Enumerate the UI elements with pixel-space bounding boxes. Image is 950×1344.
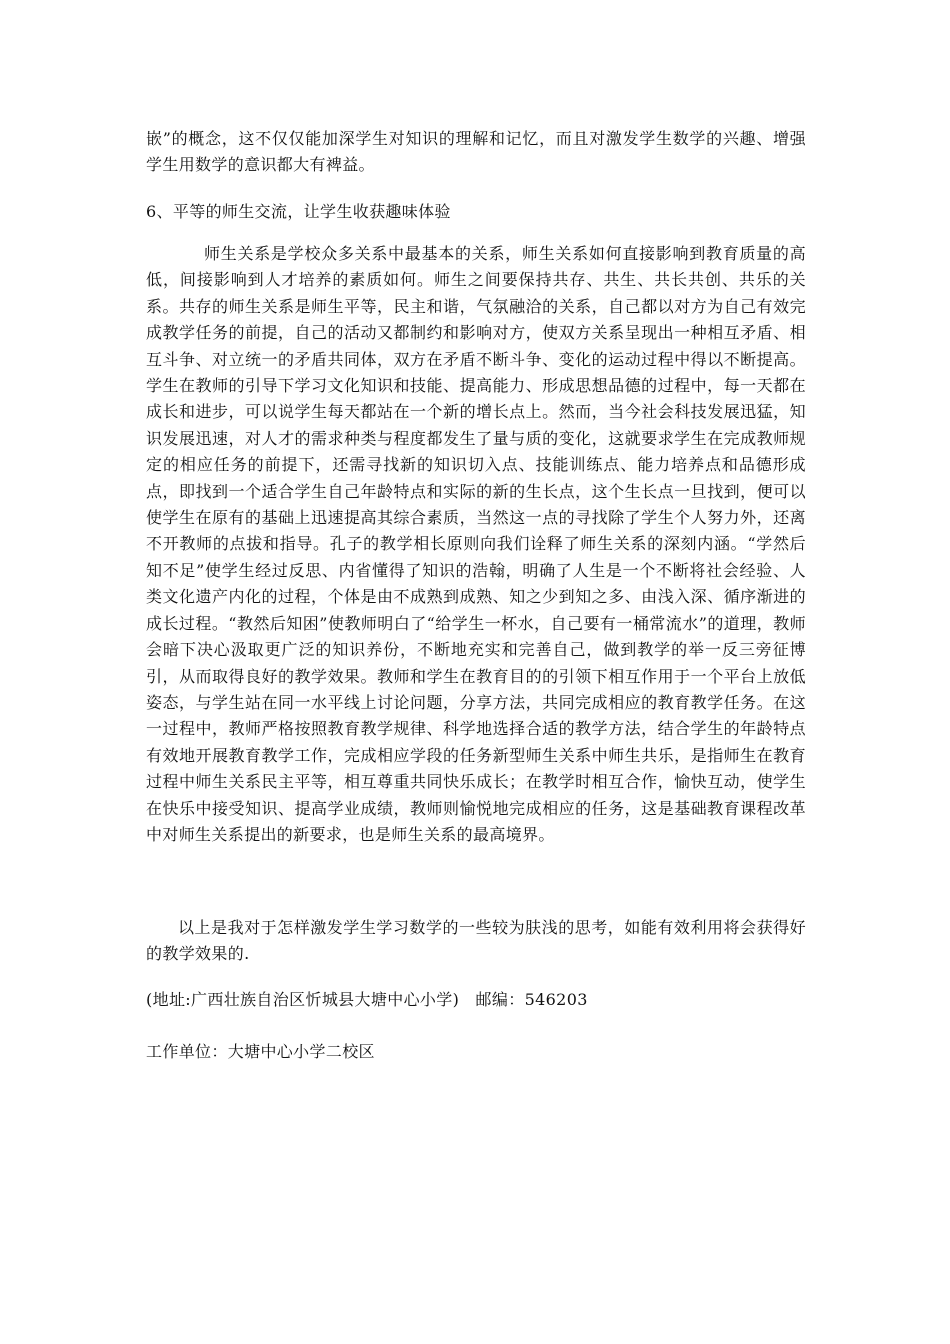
conclusion-paragraph: 以上是我对于怎样激发学生学习数学的一些较为肤浅的思考，如能有效利用将会获得好的教学效果的. — [146, 918, 806, 964]
body-paragraph: 师生关系是学校众多关系中最基本的关系，师生关系如何直接影响到教育质量的高低，间接影响到人才培养的素质如何。师生之间要保持共存、共生、共长共创、共乐的关系。共存的师生关系是师生平等，民主和谐，气氛融洽的关系，自己都以对方为自己有效完成教学任务的前提，自己的活动又都制约和影响对方，使双方关系呈现出一种相互矛盾、相互斗争、对立统一的矛盾共同体，双方在矛盾不断斗争、变化的运动过程中得以不断提高。学生在教师的引导下学习文化知识和技能、提高能力、形成思想品德的过程中，每一天都在成长和进步，可以说学生每天都站在一个新的增长点上。然而，当今社会科技发展迅猛，知识发展迅速，对人才的需求种类与程度都发生了量与质的变化，这就要求学生在完成教师规定的相应任务的前提下，还需寻找新的知识切入点、技能训练点、能力培养点和品德形成点，即找到一个适合学生自己年龄特点和实际的新的生长点，这个生长点一旦找到，便可以使学生在原有的基础上迅速提高其综合素质，当然这一点的寻找除了学生个人努力外，还离不开教师的点拔和指导。孔子的教学相长原则向我们诠释了师生关系的深刻内涵。“学然后知不足”使学生经过反思、内省懂得了知识的浩翰，明确了人生是一个不断将社会经验、人类文化遗产内化的过程，个体是由不成熟到成熟、知之少到知之多、由浅入深、循序渐进的成长过程。“教然后知困”使教师明白了“给学生一杯水，自己要有一桶常流水”的道理，教师会暗下决心汲取更广泛的知识养份，不断地充实和完善自己，做到教学的举一反三旁征博引，从而取得良好的教学效果。教师和学生在教育目的的引领下相互作用于一个平台上放低姿态，与学生站在同一水平线上讨论问题，分享方法，共同完成相应的教育教学任务。在这一过程中，教师严格按照教育教学规律、科学地选择合适的教学方法，结合学生的年龄特点有效地开展教育教学工作，完成相应学段的任务新型师生关系中师生共乐，是指师生在教育过程中师生关系民主平等，相互尊重共同快乐成长；在教学时相互合作，愉快互动，使学生在快乐中接受知识、提高学业成绩，教师则愉悦地完成相应的任务，这是基础教育课程改革中对师生关系提出的新要求，也是师生关系的最高境界。 — [146, 244, 806, 844]
intro-paragraph: 嵌”的概念，这不仅仅能加深学生对知识的理解和记忆，而且对激发学生数学的兴趣、增强学生用数学的意识都大有裨益。 — [146, 129, 806, 175]
work-unit-line: 工作单位：大塘中心小学二校区 — [146, 1042, 375, 1061]
address-line: (地址:广西壮族自治区忻城县大塘中心小学) 邮编：546203 — [146, 990, 588, 1009]
section-heading: 6、平等的师生交流，让学生收获趣味体验 — [146, 202, 451, 221]
